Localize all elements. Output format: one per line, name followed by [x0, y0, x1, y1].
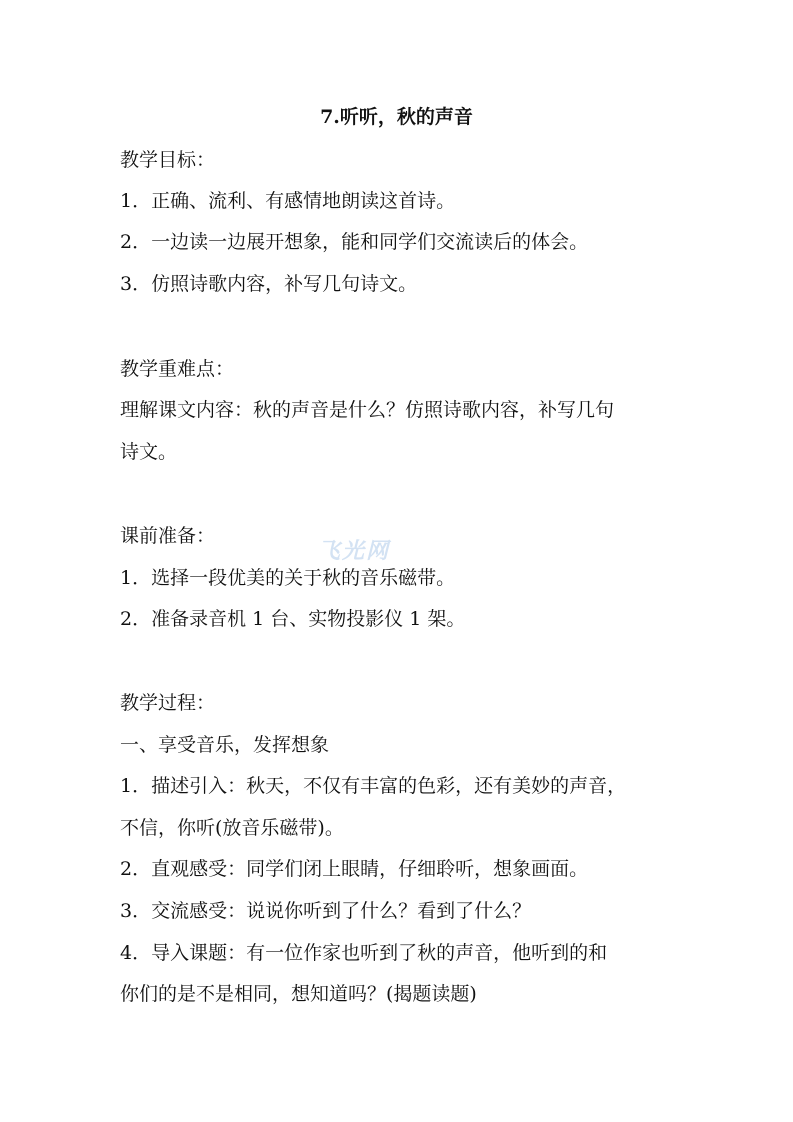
key-points-text: 诗文。 — [120, 441, 178, 463]
watermark-logo: 飞光网 — [318, 539, 391, 564]
goal-item: 1．正确、流利、有感情地朗读这首诗。 — [120, 190, 456, 212]
preparation-heading: 课前准备： — [120, 525, 216, 547]
process-line: 不信，你听(放音乐磁带)。 — [120, 817, 344, 839]
key-points-text: 理解课文内容：秋的声音是什么？仿照诗歌内容，补写几句 — [120, 399, 615, 421]
key-points-heading: 教学重难点： — [120, 358, 235, 380]
process-line: 1．描述引入：秋天，不仅有丰富的色彩，还有美妙的声音， — [120, 775, 627, 797]
process-line: 3．交流感受：说说你听到了什么？看到了什么？ — [120, 900, 532, 922]
preparation-item: 2．准备录音机 1 台、实物投影仪 1 架。 — [120, 608, 466, 630]
process-line: 你们的是不是相同，想知道吗？(揭题读题) — [120, 983, 477, 1005]
process-line: 4．导入课题：有一位作家也听到了秋的声音，他听到的和 — [120, 942, 608, 964]
section-heading: 一、享受音乐，发挥想象 — [120, 734, 330, 756]
goal-item: 3．仿照诗歌内容，补写几句诗文。 — [120, 273, 418, 295]
document-title: 7.听听，秋的声音 — [320, 106, 473, 128]
process-line: 2．直观感受：同学们闭上眼睛，仔细聆听，想象画面。 — [120, 858, 589, 880]
process-heading: 教学过程： — [120, 692, 216, 714]
goals-heading: 教学目标： — [120, 149, 216, 171]
preparation-item: 1．选择一段优美的关于秋的音乐磁带。 — [120, 567, 456, 589]
goal-item: 2．一边读一边展开想象，能和同学们交流读后的体会。 — [120, 231, 589, 253]
